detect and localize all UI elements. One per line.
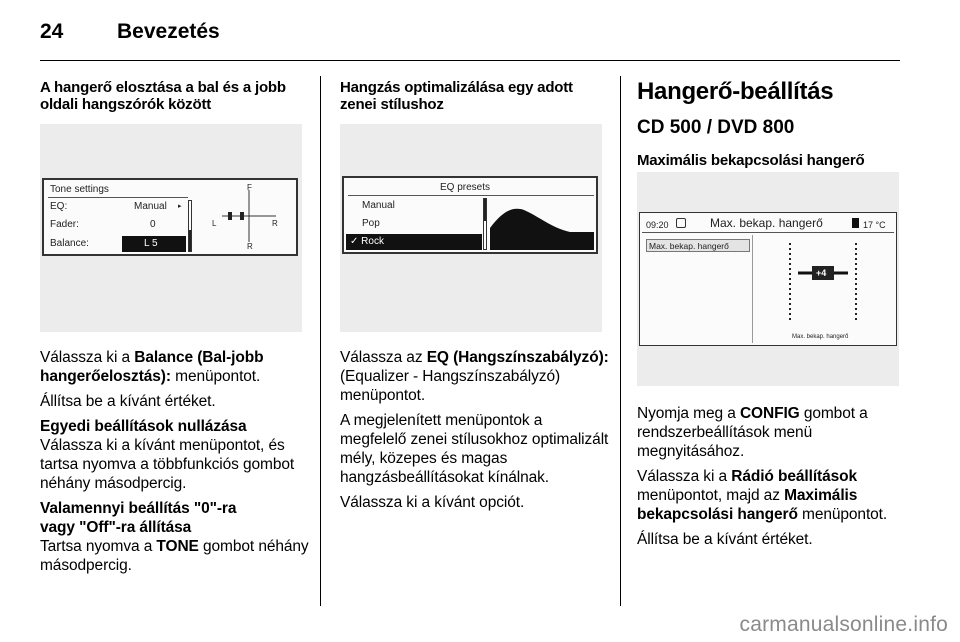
col1-p4-tail: gombot néhány másodpercig. xyxy=(40,538,309,574)
col1-p4-text: Tartsa nyomva a xyxy=(40,538,157,555)
max-volume-screen-title: Max. bekap. hangerő xyxy=(710,216,823,230)
col1-paragraph-4 xyxy=(40,537,312,575)
col1-p4-bold: TONE xyxy=(156,538,199,555)
col3-p1-text: Nyomja meg a xyxy=(637,405,740,422)
volume-slider-value: +4 xyxy=(816,268,827,278)
back-icon xyxy=(676,218,686,228)
col2-heading-line1: Hangzás optimalizálása egy adott xyxy=(340,79,573,96)
max-volume-figure xyxy=(637,172,899,386)
col1-subheading-2 xyxy=(40,499,312,537)
screen-split-line xyxy=(752,235,753,343)
max-volume-screen xyxy=(639,212,897,346)
col3-p2-bold1: Rádió beállítások xyxy=(731,468,858,485)
tone-settings-figure xyxy=(40,124,302,332)
col3-paragraph-3: Állítsa be a kívánt értéket. xyxy=(637,531,813,548)
col2-p1-tail: (Equalizer - Hangszínszabályzó) menüpontot. xyxy=(340,368,561,404)
watermark-text: carmanualsonline.info xyxy=(739,613,948,636)
col3-p2-text: Válassza ki a xyxy=(637,468,732,485)
col1-p1-bold: Balance (Bal-jobb hangerőelosztás): xyxy=(40,349,264,385)
eq-label: EQ: xyxy=(50,201,68,212)
eq-curve-graphic xyxy=(490,198,594,250)
col1-body xyxy=(40,348,312,581)
eq-screen-rule xyxy=(348,195,594,196)
fader-value: 0 xyxy=(150,219,156,230)
balance-value: L 5 xyxy=(144,238,158,249)
col1-heading-line1: A hangerő elosztása a bal és a jobb xyxy=(40,79,286,96)
page-number: 24 xyxy=(40,20,64,43)
cross-label-right: R xyxy=(272,219,278,228)
temperature-value: 17 °C xyxy=(863,220,886,230)
col2-heading xyxy=(340,79,612,113)
volume-slider-caption: Max. bekap. hangerő xyxy=(792,334,849,340)
eq-preset-pop: Pop xyxy=(362,218,380,229)
col1-heading-line2: oldali hangszórók között xyxy=(40,96,212,113)
tone-screen-rule xyxy=(48,197,188,198)
max-volume-menu-item: Max. bekap. hangerő xyxy=(649,241,729,251)
eq-scroll-thumb xyxy=(484,199,486,221)
col3-subheading: Maximális bekapcsolási hangerő xyxy=(637,152,865,169)
col1-subheading-2-line2: vagy "Off"-ra állítása xyxy=(40,519,192,536)
fader-label: Fader: xyxy=(50,219,79,230)
col1-paragraph-3: Válassza ki a kívánt menüpontot, és tartsa nyomva a többfunkciós gombot néhány másodpercig. xyxy=(40,437,295,492)
max-volume-screen-rule xyxy=(642,232,894,233)
col3-paragraph-1 xyxy=(637,404,899,461)
col2-paragraph-2: A megjelenített menüpontok a megfelelő zenei stílusokhoz optimalizált mély, közepes és magas hangzásbeállításokat kínálnak. xyxy=(340,412,609,486)
col2-p1-text: Válassza az xyxy=(340,349,427,366)
cross-label-left: L xyxy=(212,219,217,228)
col1-heading xyxy=(40,79,312,113)
col2-p1-bold: EQ (Hangszínszabályzó): xyxy=(426,349,609,366)
eq-arrow-icon: ▸ xyxy=(178,203,182,210)
col2-body xyxy=(340,348,612,518)
col3-p2-bold2: Maximális bekapcsolási hangerő xyxy=(637,487,858,523)
col1-paragraph-1 xyxy=(40,348,312,386)
eq-preset-manual: Manual xyxy=(362,200,395,211)
col3-body xyxy=(637,404,899,555)
tone-screen-title: Tone settings xyxy=(50,184,109,195)
col2-paragraph-3: Válassza ki a kívánt opciót. xyxy=(340,494,525,511)
col1-paragraph-2: Állítsa be a kívánt értéket. xyxy=(40,393,216,410)
eq-preset-rock: ✓ Rock xyxy=(350,236,384,247)
tone-settings-screen xyxy=(42,178,298,256)
col2-paragraph-1 xyxy=(340,348,612,405)
eq-screen-title: EQ presets xyxy=(440,182,491,193)
header-rule xyxy=(40,60,900,61)
column-divider-1 xyxy=(320,76,321,606)
volume-slider-graphic xyxy=(780,239,870,339)
col3-p2-mid: menüpontot, majd az xyxy=(637,487,785,504)
cross-label-front: F xyxy=(247,183,252,192)
col1-subheading-1: Egyedi beállítások nullázása xyxy=(40,418,247,435)
eq-presets-figure xyxy=(340,124,602,332)
col1-p1-text: Válassza ki a xyxy=(40,349,135,366)
volume-settings-title: Hangerő-beállítás xyxy=(637,78,834,105)
balance-label: Balance: xyxy=(50,238,89,249)
thermometer-icon xyxy=(852,218,859,228)
model-title: CD 500 / DVD 800 xyxy=(637,117,795,138)
col3-p2-tail: menüpontot. xyxy=(797,506,888,523)
eq-value: Manual xyxy=(134,201,167,212)
col1-subheading-2-line1: Valamennyi beállítás "0"-ra xyxy=(40,500,237,517)
col3-p1-bold: CONFIG xyxy=(739,405,800,422)
clock-time: 09:20 xyxy=(646,220,669,230)
col2-heading-line2: zenei stílushoz xyxy=(340,96,444,113)
col1-p1-tail: menüpontot. xyxy=(170,368,261,385)
col3-paragraph-2 xyxy=(637,467,899,524)
column-divider-2 xyxy=(620,76,621,606)
tone-scroll-thumb xyxy=(189,230,191,251)
eq-presets-screen xyxy=(342,176,598,254)
col3-p1-tail: gombot a rendszerbeállítások menü megnyitásához. xyxy=(637,405,868,460)
cross-label-rear: R xyxy=(247,242,253,251)
section-title: Bevezetés xyxy=(117,20,220,43)
